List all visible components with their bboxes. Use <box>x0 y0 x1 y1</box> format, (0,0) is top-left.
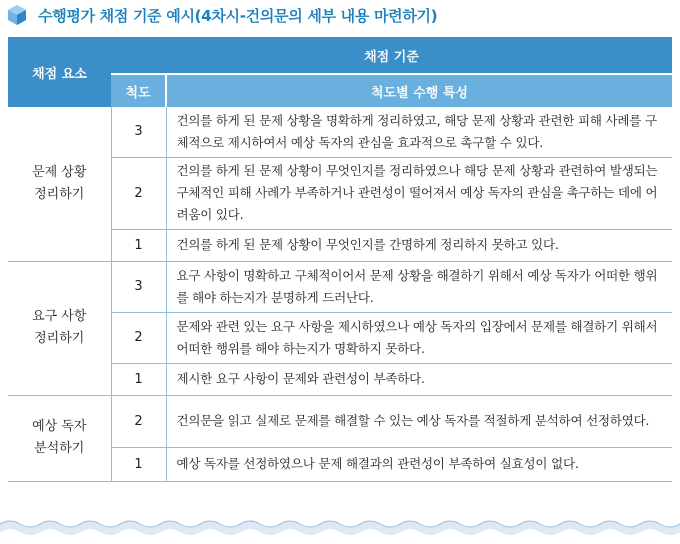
wavy-page-edge <box>0 518 680 544</box>
element-cell <box>8 107 111 261</box>
scale-cell: 2 <box>111 312 166 363</box>
description-cell: 문제와 관련 있는 요구 사항을 제시하였으나 예상 독자의 입장에서 문제를 해결하기 위해서 어떠한 행위를 해야 하는지가 명확하지 못하다. <box>166 312 672 363</box>
description-cell: 예상 독자를 선정하였으나 문제 해결과의 관련성이 부족하여 실효성이 없다. <box>166 447 672 481</box>
description-cell: 요구 사항이 명확하고 구체적이어서 문제 상황을 해결하기 위해서 예상 독자가 어떠한 행위를 해야 하는지가 분명하게 드러난다. <box>166 261 672 312</box>
scale-cell: 2 <box>111 157 166 229</box>
title-bar <box>6 2 437 28</box>
scale-cell: 1 <box>111 229 166 261</box>
header-description: 척도별 수행 특성 <box>166 74 672 107</box>
description-cell: 제시한 요구 사항이 문제와 관련성이 부족하다. <box>166 363 672 395</box>
description-cell: 건의를 하게 된 문제 상황을 명확하게 정리하였고, 해당 문제 상황과 관련한 피해 사례를 구체적으로 제시하여서 예상 독자의 관심을 효과적으로 촉구할 수 있다. <box>166 107 672 157</box>
page-title: 수행평가 채점 기준 예시(4차시-건의문의 세부 내용 마련하기) <box>38 6 438 25</box>
description-cell: 건의를 하게 된 문제 상황이 무엇인지를 정리하였으나 해당 문제 상황과 관련하여 발생되는 구체적인 피해 사례가 부족하거나 관련성이 떨어져서 예상 독자의 관심을 촉구하는 데에 어려움이 있다. <box>166 157 672 229</box>
table-row <box>8 395 672 447</box>
rubric-table <box>8 37 672 482</box>
scale-cell: 2 <box>111 395 166 447</box>
scale-cell: 1 <box>111 363 166 395</box>
header-criteria: 채점 기준 <box>111 37 672 74</box>
header-element: 채점 요소 <box>8 37 111 107</box>
hexagon-icon <box>6 4 28 26</box>
element-label: 요구 사항 <box>32 309 87 324</box>
scale-cell: 1 <box>111 447 166 481</box>
table-row <box>8 107 672 157</box>
element-label: 정리하기 <box>34 331 85 346</box>
header-scale: 척도 <box>111 74 166 107</box>
element-label: 예상 독자 <box>32 419 87 434</box>
description-cell: 건의를 하게 된 문제 상황이 무엇인지를 간명하게 정리하지 못하고 있다. <box>166 229 672 261</box>
scale-cell: 3 <box>111 107 166 157</box>
table-row <box>8 261 672 312</box>
element-label: 정리하기 <box>34 186 85 202</box>
description-cell: 건의문을 읽고 실제로 문제를 해결할 수 있는 예상 독자를 적절하게 분석하여 선정하였다. <box>166 395 672 447</box>
element-label: 문제 상황 <box>32 164 87 180</box>
element-cell <box>8 395 111 481</box>
element-label: 분석하기 <box>34 441 85 456</box>
scale-cell: 3 <box>111 261 166 312</box>
element-cell <box>8 261 111 395</box>
